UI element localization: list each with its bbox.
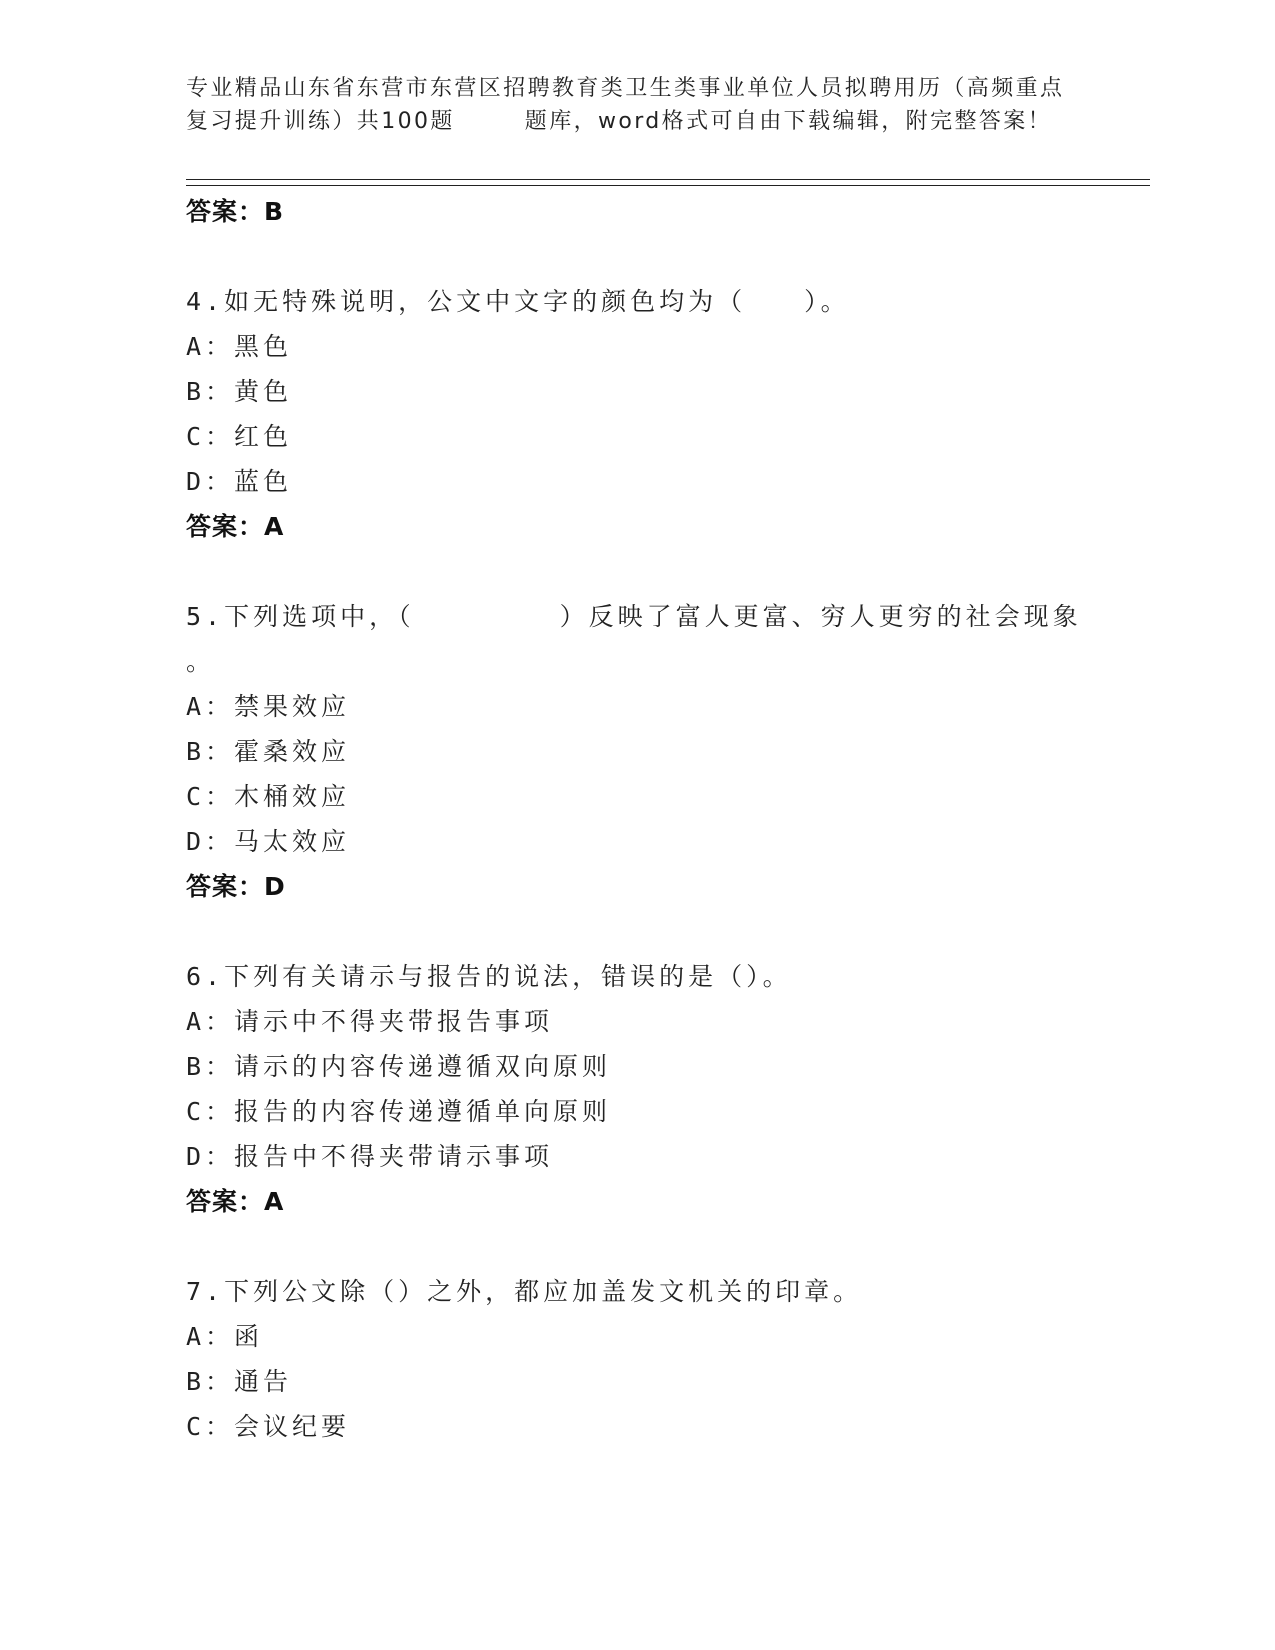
question-stem: 4.如无特殊说明，公文中文字的颜色均为（ ）。 bbox=[186, 287, 850, 316]
option-c: C：红色 bbox=[186, 422, 293, 451]
header-line-2-right: 题库，word格式可自由下载编辑，附完整答案！ bbox=[524, 109, 1053, 134]
header-line-1: 专业精品山东省东营市东营区招聘教育类卫生类事业单位人员拟聘用历（高频重点 bbox=[186, 76, 1065, 101]
question-5 bbox=[186, 594, 1126, 910]
option-d: D：报告中不得夹带请示事项 bbox=[186, 1142, 554, 1171]
question-list bbox=[186, 185, 1126, 1449]
option-b: B：请示的内容传递遵循双向原则 bbox=[186, 1052, 612, 1081]
question-4 bbox=[186, 279, 1126, 550]
option-a: A：黑色 bbox=[186, 332, 293, 361]
answer-label: 答案：B bbox=[186, 197, 285, 226]
question-stem: 5.下列选项中，（ ）反映了富人更富、穷人更穷的社会现象 bbox=[186, 602, 1082, 631]
page-header bbox=[186, 72, 1086, 138]
option-d: D：马太效应 bbox=[186, 827, 351, 856]
question-stem: 6.下列有关请示与报告的说法，错误的是（）。 bbox=[186, 962, 792, 991]
answer-label: 答案：A bbox=[186, 1187, 285, 1216]
option-d: D：蓝色 bbox=[186, 467, 293, 496]
question-stem: 7.下列公文除（）之外，都应加盖发文机关的印章。 bbox=[186, 1277, 863, 1306]
header-line-2 bbox=[186, 105, 1086, 138]
option-c: C：木桶效应 bbox=[186, 782, 351, 811]
option-a: A：函 bbox=[186, 1322, 264, 1351]
option-a: A：请示中不得夹带报告事项 bbox=[186, 1007, 554, 1036]
answer-label: 答案：D bbox=[186, 872, 286, 901]
header-line-2-left: 复习提升训练）共100题 bbox=[186, 109, 455, 134]
option-b: B：通告 bbox=[186, 1367, 293, 1396]
question-stem-continued: 。 bbox=[186, 647, 216, 676]
option-b: B：黄色 bbox=[186, 377, 293, 406]
question-7 bbox=[186, 1269, 1126, 1449]
option-a: A：禁果效应 bbox=[186, 692, 351, 721]
option-c: C：报告的内容传递遵循单向原则 bbox=[186, 1097, 612, 1126]
question-6 bbox=[186, 954, 1126, 1225]
header-rule-top bbox=[186, 179, 1150, 180]
answer-label: 答案：A bbox=[186, 512, 285, 541]
option-b: B：霍桑效应 bbox=[186, 737, 351, 766]
option-c: C：会议纪要 bbox=[186, 1412, 351, 1441]
